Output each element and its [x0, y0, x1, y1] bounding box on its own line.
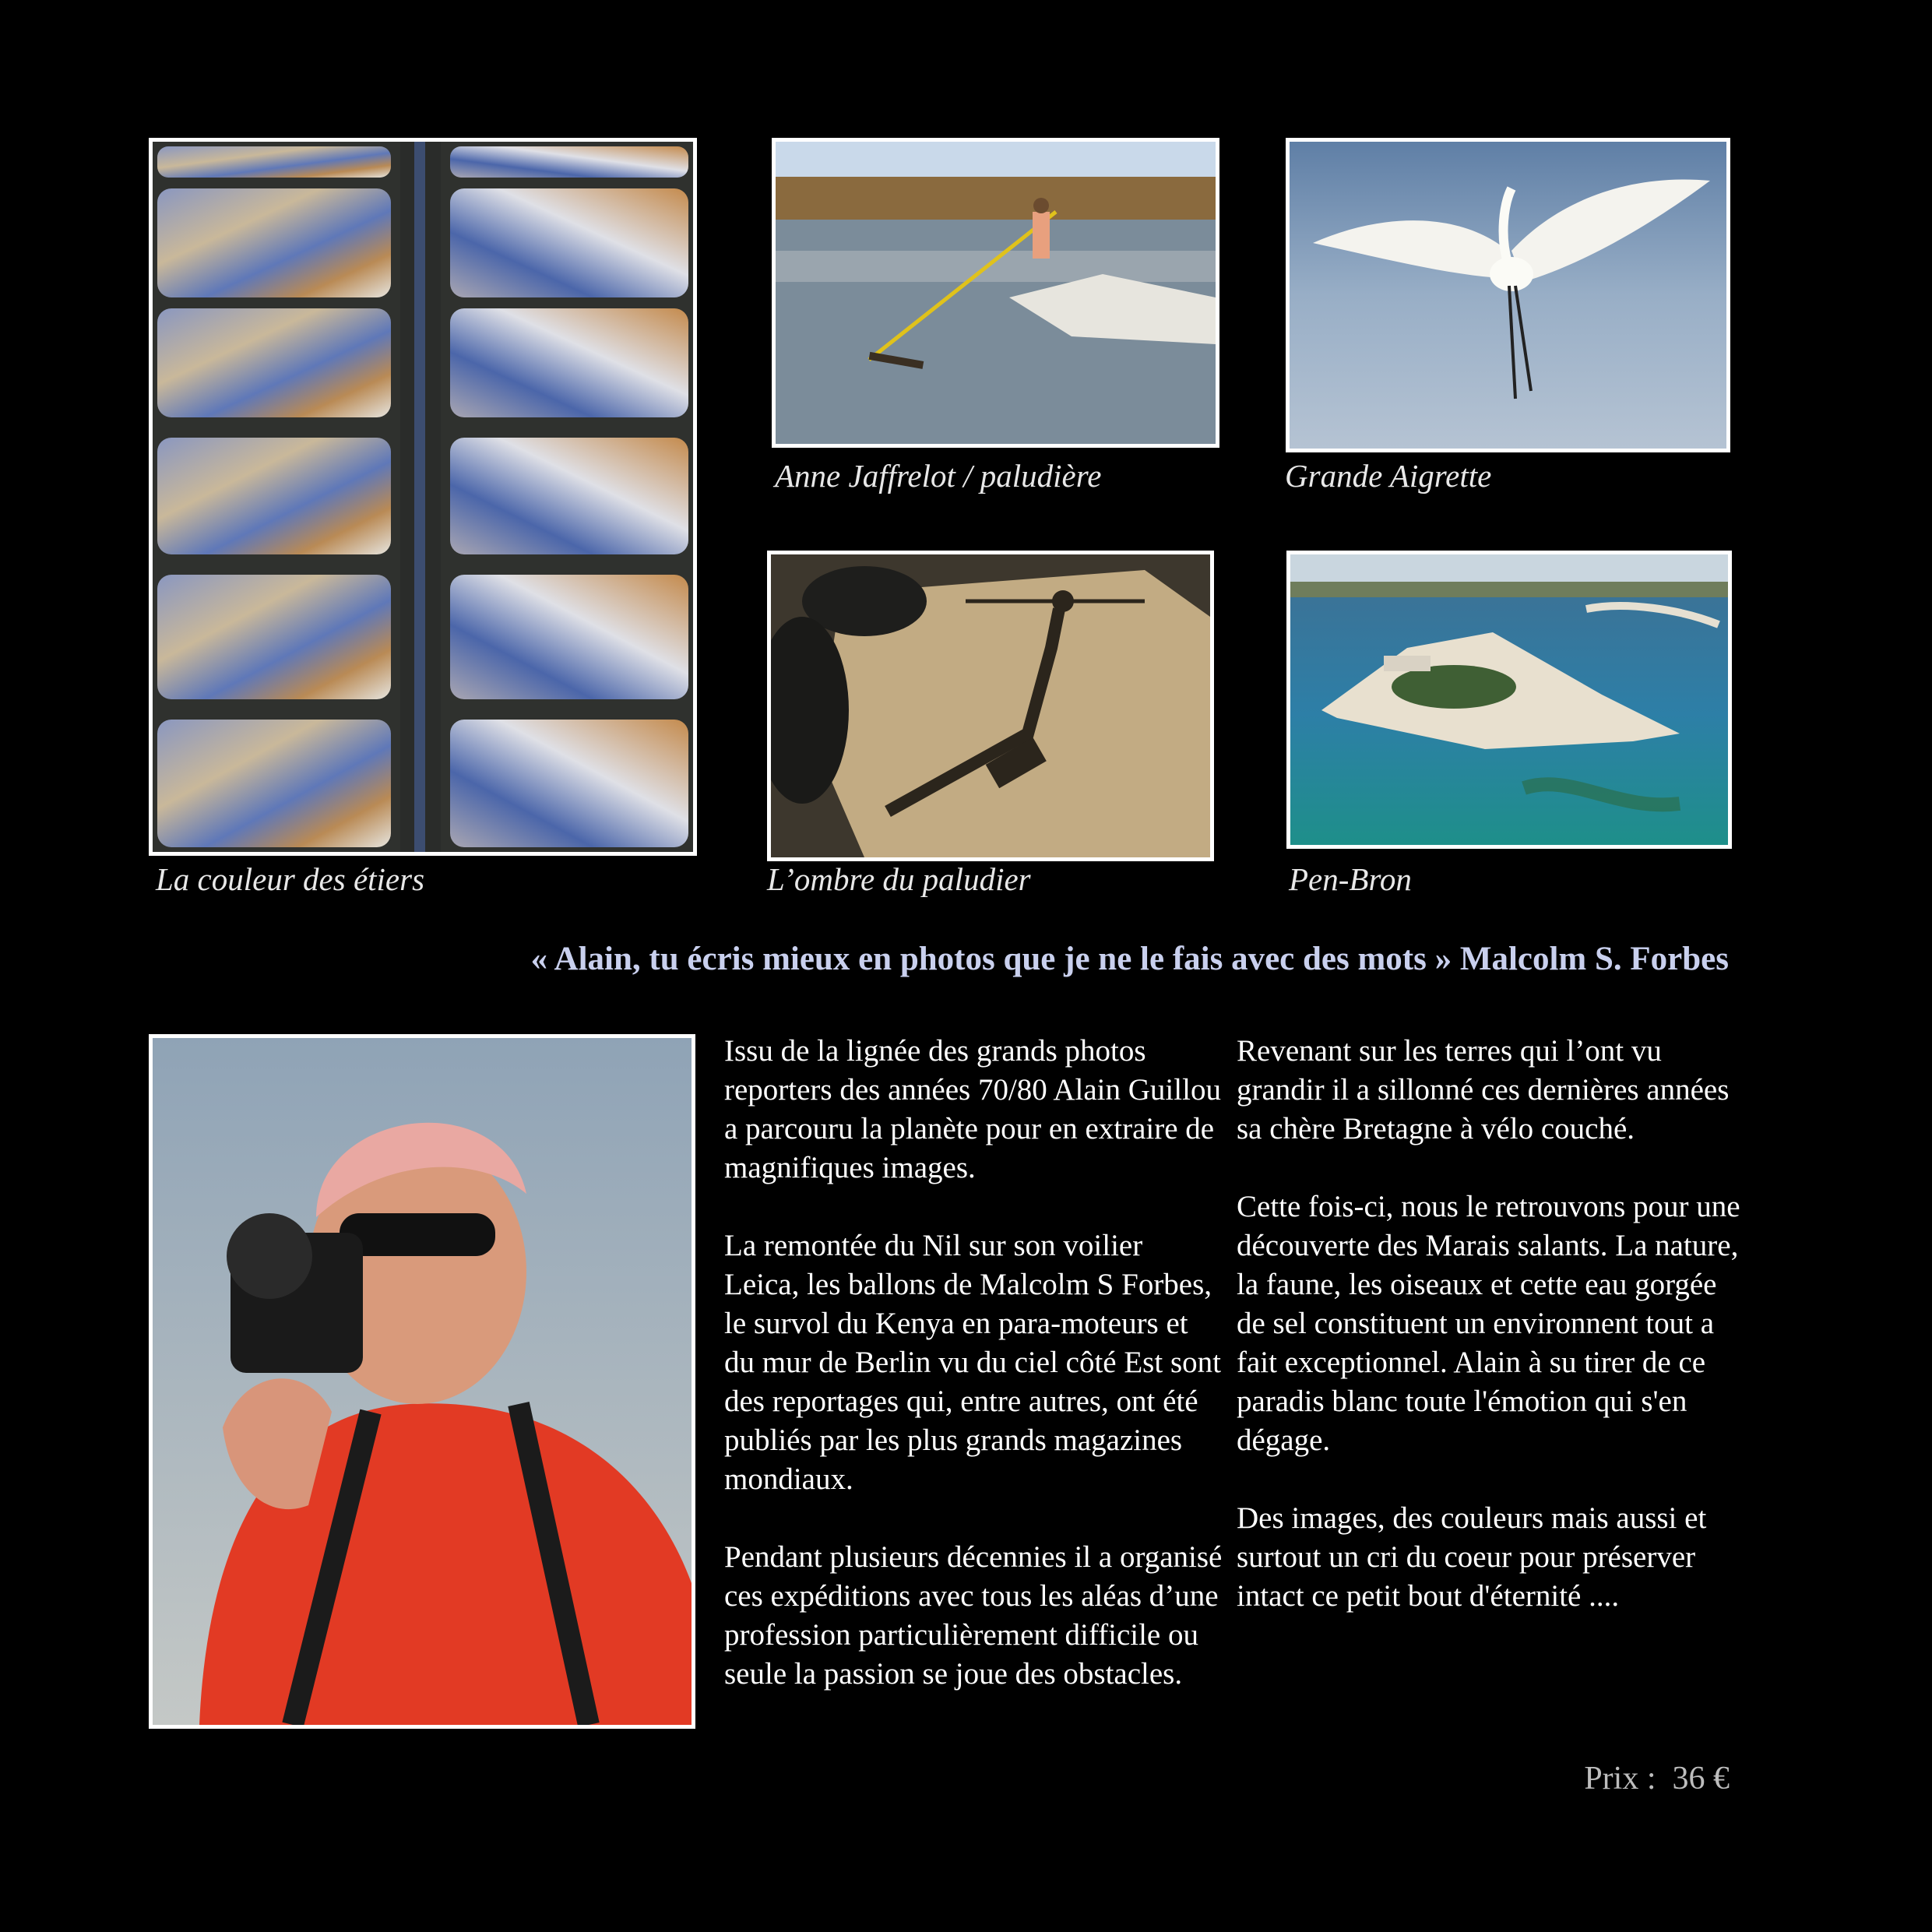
right-paragraph: Des images, des couleurs mais aussi et surtout un cri du coeur pour préserver intact ce petit bout d'éternité .... — [1237, 1501, 1707, 1613]
left-paragraph: La remontée du Nil sur son voilier Leica, les ballons de Malcolm S Forbes, le survol du Kenya en para-moteurs et du mur de Berlin vu du ciel côté Est sont des reportages qui, entre autres, ont été publiés par les plus grands magazines mondiaux. — [724, 1229, 1221, 1496]
photo-paludiere — [772, 138, 1219, 448]
shadow-image — [771, 554, 1210, 857]
photo-etiers — [149, 138, 697, 856]
right-paragraph: Revenant sur les terres qui l’ont vu grandir il a sillonné ces dernières années sa chère Bretagne à vélo couché. — [1237, 1034, 1730, 1145]
photo-portrait — [149, 1034, 695, 1729]
text-column-left — [724, 1032, 1223, 1733]
salt-pans-image — [153, 142, 693, 852]
penbron-aerial-image — [1290, 554, 1728, 845]
caption-penbron: Pen-Bron — [1289, 861, 1412, 897]
egret-image — [1290, 142, 1726, 449]
quote: « Alain, tu écris mieux en photos que je ne le fais avec des mots » Malcolm S. Forbes — [530, 941, 1729, 977]
portrait-image — [153, 1038, 692, 1725]
photo-aigrette — [1286, 138, 1730, 452]
left-paragraph: Issu de la lignée des grands photos reporters des années 70/80 Alain Guillou a parcouru la planète pour en extraire de magnifiques images. — [724, 1034, 1221, 1184]
paludiere-image — [776, 142, 1216, 444]
text-column-right — [1237, 1032, 1751, 1655]
left-paragraph: Pendant plusieurs décennies il a organisé ces expéditions avec tous les aléas d’une profession particulièrement difficile ou seule la passion se joue des obstacles. — [724, 1540, 1223, 1691]
caption-aigrette: Grande Aigrette — [1285, 458, 1492, 494]
caption-paludiere: Anne Jaffrelot / paludière — [775, 458, 1102, 494]
photo-ombre — [767, 551, 1214, 861]
photo-penbron — [1286, 551, 1732, 849]
price: Prix : 36 € — [1584, 1761, 1730, 1797]
caption-ombre: L’ombre du paludier — [767, 861, 1031, 897]
caption-etiers: La couleur des étiers — [156, 861, 425, 897]
right-paragraph: Cette fois-ci, nous le retrouvons pour une découverte des Marais salants. La nature, la faune, les oiseaux et cette eau gorgée de sel constituent un environnent tout a fait exceptionnel. Alain à su tirer de ce paradis blanc toute l'émotion qui s'en dégage. — [1237, 1190, 1740, 1457]
